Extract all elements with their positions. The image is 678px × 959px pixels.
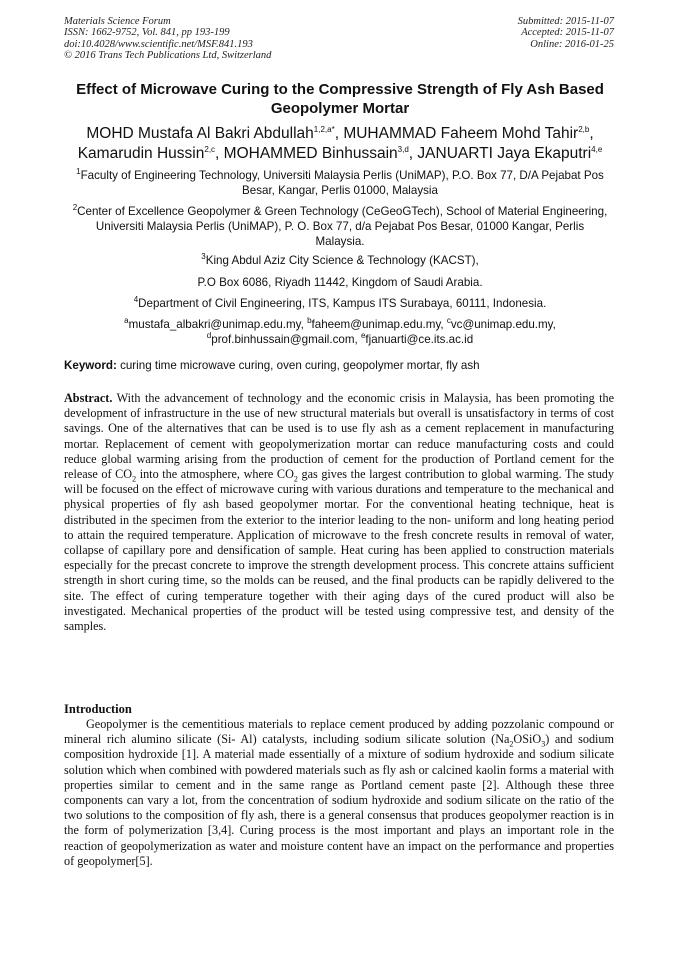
abstract-text-3: gas gives the largest contribution to global warming. The study will be focused on the effect of microwave curing with various durations and temperature to the mechanical and physical properties of fly ash based geopolymer mortar. For the conventional heating technique, heat is distributed in the specimen from the exterior to the interior leading to the non- uniform and long heating period to attain the required temperature. Application of microwave to the fresh concrete results in removal of water, collapse of capillary pore and densification of sample. Heat curing has been applied to construction materials especially for the precast concrete to improve the strength development process. This concrete attains sufficient strength in short curing time, so the molds can be reused, and the final products can be rapidly delivered to the site. The effect of curing temperature together with their aging days of the cured product will also be investigated. Mechanical properties of the product will be tested using compressive test, and density of the samples. [64, 467, 614, 634]
author-affiliation-mark: 2,b [578, 124, 590, 134]
affiliation-3 [70, 253, 610, 268]
header-right [518, 16, 614, 50]
author-affiliation-mark: 4,e [591, 144, 603, 154]
author-name: Kamarudin Hussin [77, 145, 205, 162]
affiliation-2 [70, 204, 610, 249]
keywords-label: Keyword: [64, 359, 117, 372]
affiliation-4 [70, 296, 610, 311]
intro-text-2: OSiO [513, 732, 542, 747]
author-name: JANUARTI Jaya Ekaputri [417, 145, 592, 162]
subscript: 3 [541, 739, 546, 749]
author-list: MOHD Mustafa Al Bakri Abdullah$^{1,2,a*}$, MUHAMMAD Faheem Mohd Tahir$^{2,b}$, Kamarudin Hussin$^{2,c}$, MOHAMMED Binhussain$^{3,d}$, JANUARTI Jaya Ekaputri$^{4,e}$ [77, 124, 603, 162]
email-c: vc@unimap.edu.my, [450, 318, 556, 331]
submitted-date: Submitted: 2015-11-07 [517, 16, 614, 27]
header-left [64, 16, 271, 62]
keywords [64, 358, 616, 373]
email-list: $^a$mustafa_albakri@unimap.edu.my, $^b$faheem@unimap.edu.my, $^c$vc@unimap.edu.my, $^d$prof.binhussain@gmail.com, $^e$fjanuarti@ce.its.ac.id [124, 316, 556, 346]
co2-subscript: 2 [132, 474, 137, 484]
journal-name: Materials Science Forum [64, 16, 171, 27]
co2-subscript: 2 [293, 474, 298, 484]
accepted-date: Accepted: 2015-11-07 [521, 27, 614, 39]
affiliation-number: 3 [201, 252, 206, 262]
email-b: faheem@unimap.edu.my, [311, 318, 444, 331]
author-affiliation-mark: 1,2,a* [313, 124, 335, 134]
subscript: 2 [509, 739, 514, 749]
abstract-text-1: With the advancement of technology and the economic crisis in Malaysia, has been promoting the development of infrastructure in the use of new structural materials but overall is unsatisfactory in terms of cost savings. One of the alternatives that can be used is to use fly ash as a cement replacement in manufacturing mortar. Replacement of cement with geopolymerization mortar can reduce manufacturing costs and could reduce global warming arising from the production of cement for the production of Portland cement for the release of CO [64, 391, 614, 482]
affiliation-number: 1 [76, 167, 81, 177]
keywords-text: curing time microwave curing, oven curing, geopolymer mortar, fly ash [120, 359, 480, 372]
author-affiliation-mark: 3,d [397, 144, 409, 154]
copyright: © 2016 Trans Tech Publications Ltd, Switzerland [64, 50, 272, 62]
intro-text-1: Geopolymer is the cementitious materials to replace cement produced by adding pozzolanic compound or mineral rich alumino silicate (Si- Al) catalysts, including sodium silicate solution (Na [64, 717, 614, 747]
affiliation-number: 2 [72, 203, 78, 213]
affiliation-text: King Abdul Aziz City Science & Technology (KACST), [205, 254, 479, 267]
paper-title: Effect of Microwave Curing to the Compressive Strength of Fly Ash Based Geopolymer Mortar [76, 81, 604, 117]
abstract [64, 391, 614, 634]
affiliation-number: 4 [133, 295, 139, 305]
author-affiliation-mark: 2,c [204, 144, 216, 154]
email-a: mustafa_albakri@unimap.edu.my, [128, 318, 304, 331]
email-d: prof.binhussain@gmail.com, [211, 333, 358, 346]
abstract-label: Abstract. [64, 391, 113, 405]
author-name: MOHAMMED Binhussain [223, 145, 398, 162]
intro-text-3: ) and sodium composition hydroxide [1]. A material made essentially of a mixture of sodium hydroxide and sodium silicate solution which when combined with powdered materials such as fly ash or calcined kaolin forms a material with properties similar to cement and in the same range as Portland cement paste [2]. Although these three components can vary a lot, from the concentration of sodium hydroxide and sodium silicate on the ratio of the two solutions to the composition of fly ash, there is a general consensus that produces geopolymer reaction is in the form of polymerization [3,4]. Curing process is the most important and plays an important role in the reaction of geopolymerization as water and moisture content have an impact on the performance and properties of geopolymer[5]. [64, 732, 615, 868]
affiliation-1 [70, 168, 610, 198]
issn: ISSN: 1662-9752, Vol. 841, pp 193-199 [64, 27, 230, 39]
online-date: Online: 2016-01-25 [530, 38, 614, 50]
affiliation-text: Center of Excellence Geopolymer & Green Technology (CeGeoGTech), School of Material Engineering, Universiti Malaysia Perlis (UniMAP), P. O. Box 77, d/a Pejabat Pos Besar, 01000 Kangar, Perlis Malaysia. [77, 205, 608, 248]
email-e: fjanuarti@ce.its.ac.id [365, 333, 474, 346]
doi: doi:10.4028/www.scientific.net/MSF.841.193 [64, 38, 253, 50]
introduction-paragraph [64, 717, 614, 869]
introduction-heading: Introduction [64, 702, 132, 716]
affiliation-text: Faculty of Engineering Technology, Universiti Malaysia Perlis (UniMAP), P.O. Box 77, D/A Pejabat Pos Besar, Kangar, Perlis 01000, Malaysia [80, 169, 604, 197]
affiliation-text: Department of Civil Engineering, ITS, Kampus ITS Surabaya, 60111, Indonesia. [138, 297, 547, 310]
abstract-text-2: into the atmosphere, where CO [136, 467, 294, 482]
affiliation-3-address: P.O Box 6086, Riyadh 11442, Kingdom of Saudi Arabia. [197, 276, 483, 289]
author-name: MOHD Mustafa Al Bakri Abdullah [86, 125, 314, 142]
author-name: MUHAMMAD Faheem Mohd Tahir [343, 125, 579, 142]
